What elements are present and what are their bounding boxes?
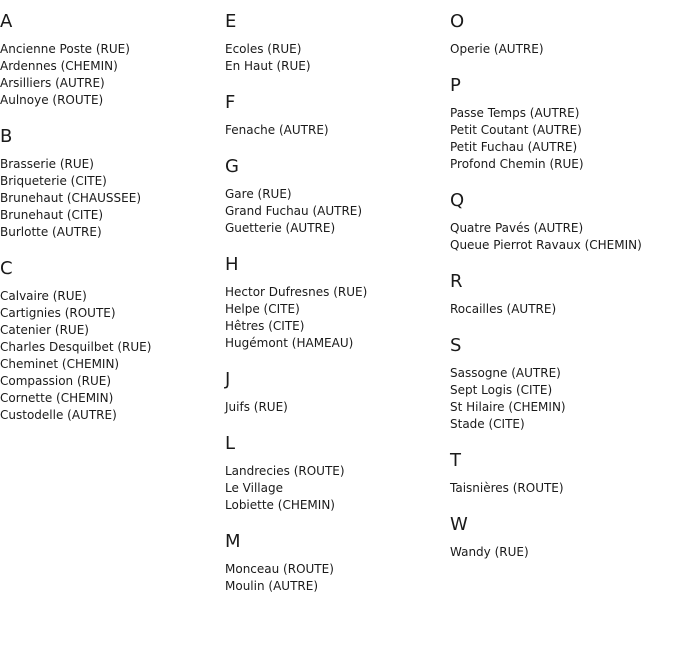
street-link[interactable]: Guetterie (AUTRE) [225, 221, 336, 235]
street-link[interactable]: Ecoles (RUE) [225, 42, 302, 56]
letter-heading: M [225, 531, 241, 552]
street-column-1 [0, 11, 220, 441]
street-link[interactable]: Aulnoye (ROUTE) [0, 93, 104, 107]
street-link[interactable]: Stade (CITE) [450, 417, 525, 431]
letter-group [225, 433, 445, 514]
street-link[interactable]: Petit Fuchau (AUTRE) [450, 140, 578, 154]
letter-group [450, 450, 670, 497]
street-link[interactable]: Lobiette (CHEMIN) [225, 498, 335, 512]
street-link[interactable]: Grand Fuchau (AUTRE) [225, 204, 363, 218]
street-link[interactable]: Brasserie (RUE) [0, 157, 94, 171]
street-link[interactable]: Sassogne (AUTRE) [450, 366, 561, 380]
letter-heading: B [0, 126, 13, 147]
street-link[interactable]: Wandy (RUE) [450, 545, 529, 559]
letter-heading: T [450, 450, 461, 471]
street-link[interactable]: St Hilaire (CHEMIN) [450, 400, 566, 414]
street-link[interactable]: Rocailles (AUTRE) [450, 302, 557, 316]
street-list [0, 288, 220, 424]
letter-group [0, 126, 220, 241]
street-link[interactable]: Sept Logis (CITE) [450, 383, 553, 397]
letter-heading: A [0, 11, 13, 32]
letter-heading: F [225, 92, 236, 113]
letter-group [0, 11, 220, 109]
letter-heading: W [450, 514, 468, 535]
street-list [450, 105, 670, 173]
street-list [450, 480, 670, 497]
street-list [225, 122, 445, 139]
street-list [225, 561, 445, 595]
letter-group [450, 75, 670, 173]
street-link[interactable]: Fenache (AUTRE) [225, 123, 329, 137]
street-link[interactable]: Arsilliers (AUTRE) [0, 76, 105, 90]
letter-group [225, 156, 445, 237]
street-list [0, 41, 220, 109]
street-link[interactable]: Cheminet (CHEMIN) [0, 357, 120, 371]
letter-group [225, 369, 445, 416]
letter-heading: C [0, 258, 13, 279]
street-link[interactable]: Hêtres (CITE) [225, 319, 305, 333]
letter-group [0, 258, 220, 424]
street-link[interactable]: Briqueterie (CITE) [0, 174, 107, 188]
street-link[interactable]: Moulin (AUTRE) [225, 579, 318, 593]
letter-heading: E [225, 11, 237, 32]
street-link[interactable]: Le Village [225, 481, 283, 495]
street-link[interactable]: Hugémont (HAMEAU) [225, 336, 354, 350]
street-list [225, 284, 445, 352]
letter-group [450, 271, 670, 318]
street-link[interactable]: Ancienne Poste (RUE) [0, 42, 130, 56]
street-link[interactable]: Landrecies (ROUTE) [225, 464, 345, 478]
street-link[interactable]: Hector Dufresnes (RUE) [225, 285, 368, 299]
street-list [450, 220, 670, 254]
letter-group [450, 11, 670, 58]
street-list [225, 463, 445, 514]
letter-heading: L [225, 433, 236, 454]
street-link[interactable]: Cornette (CHEMIN) [0, 391, 114, 405]
letter-group [225, 531, 445, 595]
street-link[interactable]: Queue Pierrot Ravaux (CHEMIN) [450, 238, 642, 252]
street-link[interactable]: Monceau (ROUTE) [225, 562, 334, 576]
street-link[interactable]: Brunehaut (CITE) [0, 208, 104, 222]
street-link[interactable]: Ardennes (CHEMIN) [0, 59, 118, 73]
letter-heading: Q [450, 190, 465, 211]
street-list [225, 399, 445, 416]
letter-heading: R [450, 271, 463, 292]
street-link[interactable]: Brunehaut (CHAUSSEE) [0, 191, 141, 205]
street-column-3 [450, 11, 670, 578]
letter-group [225, 254, 445, 352]
street-link[interactable]: Quatre Pavés (AUTRE) [450, 221, 584, 235]
street-link[interactable]: Catenier (RUE) [0, 323, 89, 337]
street-link[interactable]: Cartignies (ROUTE) [0, 306, 116, 320]
street-link[interactable]: Gare (RUE) [225, 187, 292, 201]
street-link[interactable]: Operie (AUTRE) [450, 42, 544, 56]
letter-heading: P [450, 75, 461, 96]
street-link[interactable]: Petit Coutant (AUTRE) [450, 123, 582, 137]
street-column-2 [225, 11, 445, 612]
street-link[interactable]: Profond Chemin (RUE) [450, 157, 584, 171]
street-list [225, 186, 445, 237]
street-link[interactable]: Burlotte (AUTRE) [0, 225, 102, 239]
street-link[interactable]: Calvaire (RUE) [0, 289, 87, 303]
street-list [450, 544, 670, 561]
letter-group [450, 514, 670, 561]
street-list [450, 41, 670, 58]
street-link[interactable]: Passe Temps (AUTRE) [450, 106, 580, 120]
letter-group [450, 190, 670, 254]
letter-group [225, 11, 445, 75]
letter-group [450, 335, 670, 433]
street-link[interactable]: Charles Desquilbet (RUE) [0, 340, 152, 354]
street-link[interactable]: En Haut (RUE) [225, 59, 311, 73]
letter-heading: J [225, 369, 231, 390]
letter-heading: O [450, 11, 465, 32]
letter-heading: S [450, 335, 462, 356]
street-link[interactable]: Compassion (RUE) [0, 374, 112, 388]
street-list [450, 365, 670, 433]
street-list [0, 156, 220, 241]
street-link[interactable]: Custodelle (AUTRE) [0, 408, 117, 422]
street-link[interactable]: Taisnières (ROUTE) [450, 481, 564, 495]
street-link[interactable]: Helpe (CITE) [225, 302, 300, 316]
street-link[interactable]: Juifs (RUE) [225, 400, 288, 414]
letter-heading: H [225, 254, 239, 275]
street-list [225, 41, 445, 75]
letter-heading: G [225, 156, 239, 177]
letter-group [225, 92, 445, 139]
street-list [450, 301, 670, 318]
